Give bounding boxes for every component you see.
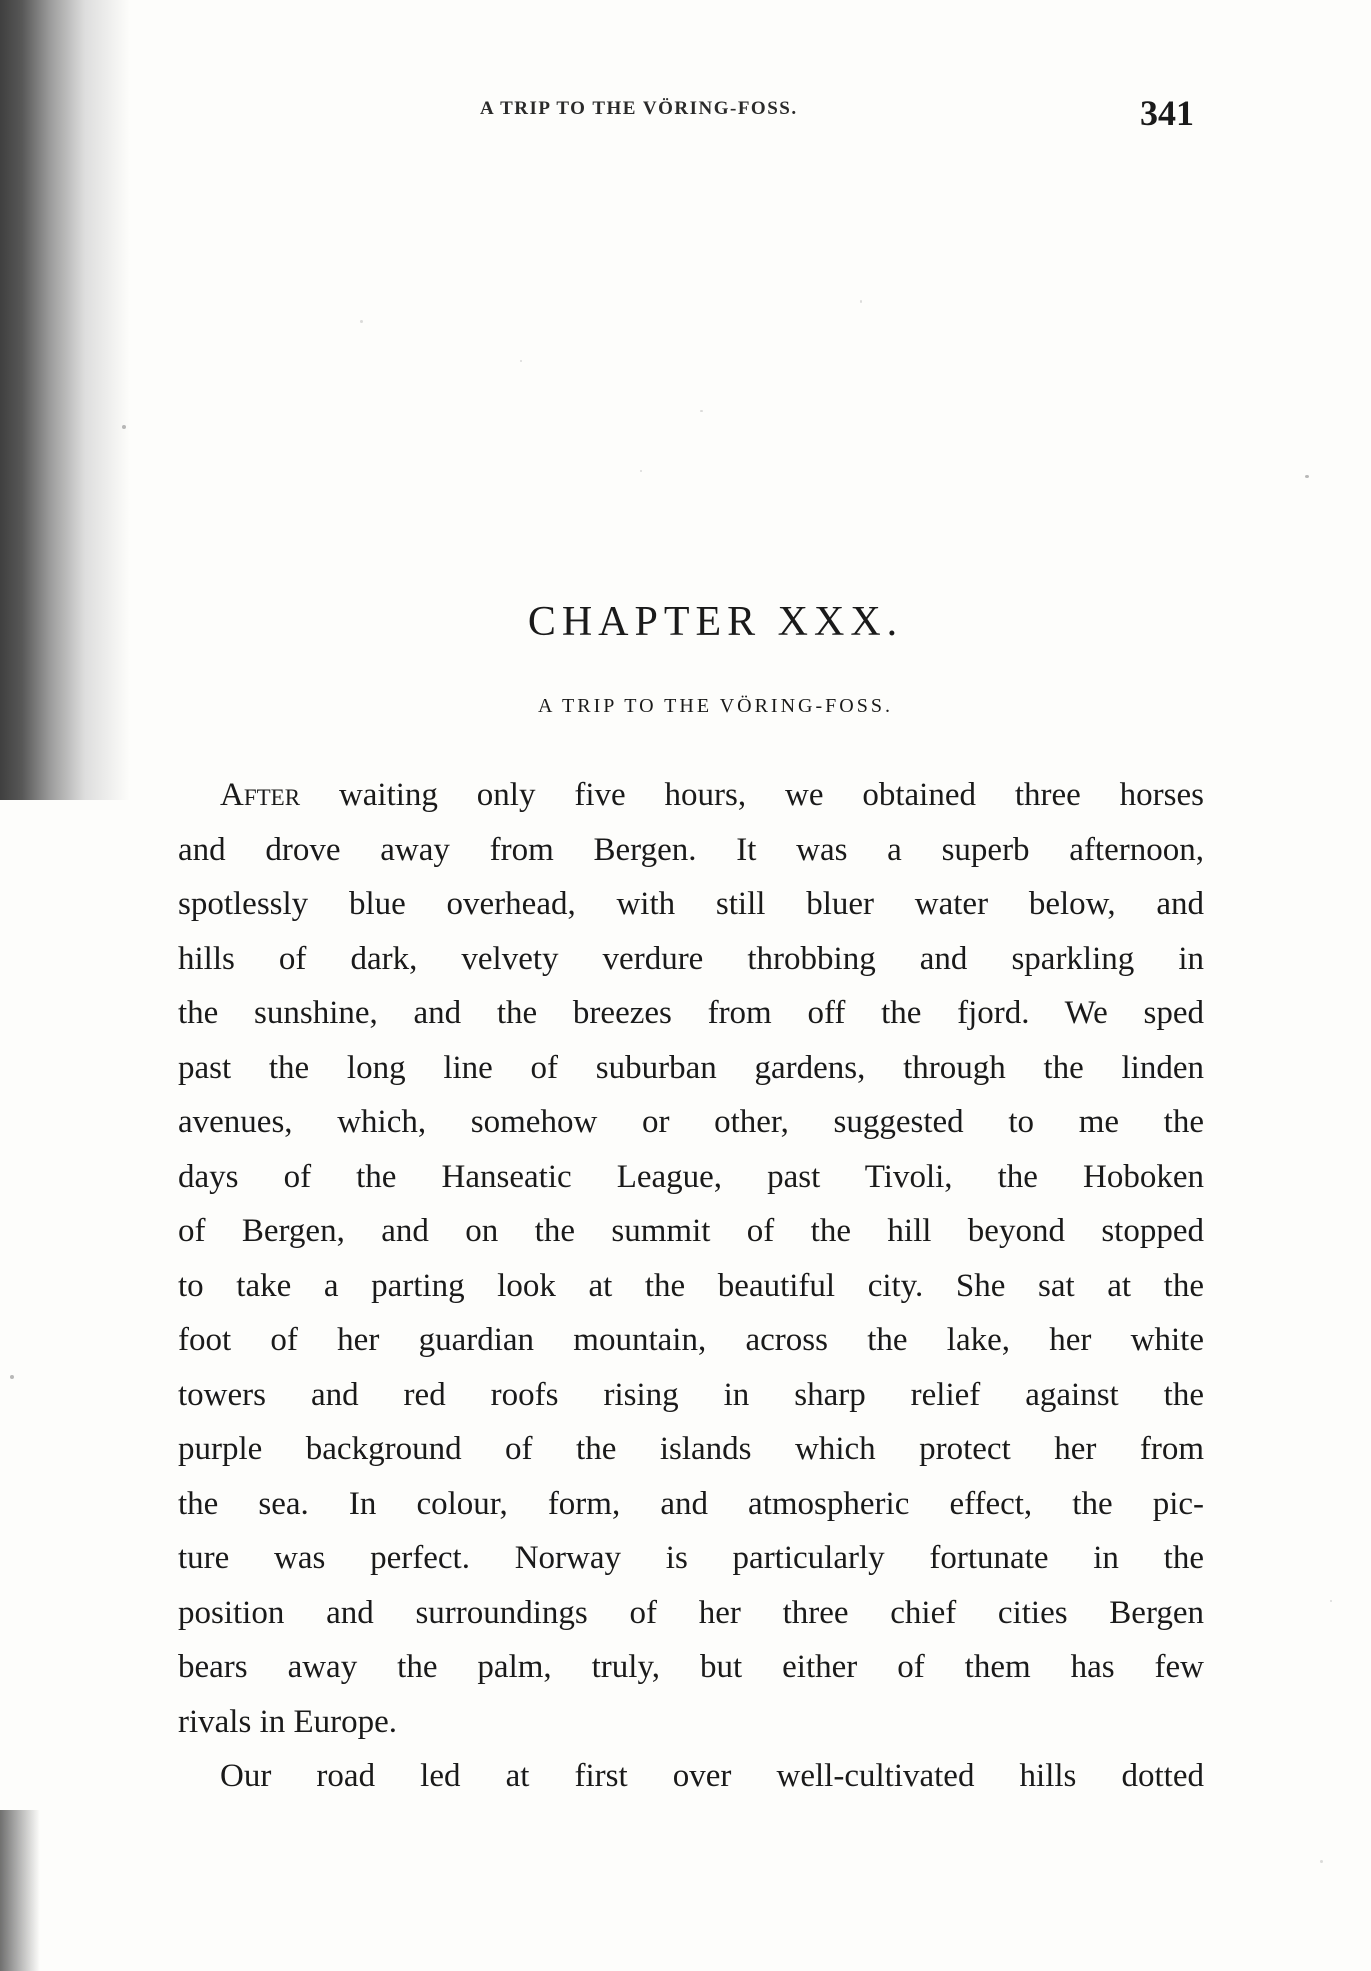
- text-line: hills of dark, velvety verdure throbbing and sparkling in: [178, 940, 1204, 977]
- speckle: [360, 320, 363, 323]
- text-line: towers and red roofs rising in sharp relief against the: [178, 1376, 1204, 1413]
- text-line: foot of her guardian mountain, across the lake, her white: [178, 1322, 1204, 1358]
- chapter-subtitle: A TRIP TO THE VÖRING-FOSS.: [538, 695, 893, 717]
- speckle: [122, 425, 126, 429]
- speckle: [1305, 475, 1309, 478]
- text-line-content: waiting only five hours, we obtained three horses: [300, 777, 1204, 813]
- opening-word: After: [220, 777, 301, 813]
- speckle: [520, 360, 522, 362]
- speckle: [10, 1375, 14, 1379]
- text-line: rivals in Europe.: [178, 1703, 398, 1740]
- text-line: to take a parting look at the beautiful city. She sat at the: [178, 1267, 1204, 1304]
- text-line: ture was perfect. Norway is particularly fortunate in the: [178, 1540, 1204, 1576]
- text-line: past the long line of suburban gardens, through the linden: [178, 1049, 1204, 1086]
- text-line: days of the Hanseatic League, past Tivoli, the Hoboken: [178, 1158, 1204, 1195]
- text-line: purple background of the islands which protect her from: [178, 1431, 1204, 1467]
- text-line: bears away the palm, truly, but either of them has few: [178, 1649, 1204, 1685]
- speckle: [1320, 1860, 1323, 1863]
- text-line: spotlessly blue overhead, with still bluer water below, and: [178, 886, 1204, 922]
- text-line: of Bergen, and on the summit of the hill beyond stopped: [178, 1213, 1204, 1249]
- text-line: [178, 768, 1204, 823]
- text-line: avenues, which, somehow or other, suggested to me the: [178, 1104, 1204, 1140]
- text-line: position and surroundings of her three chief cities Bergen: [178, 1594, 1204, 1631]
- text-line: and drove away from Bergen. It was a superb afternoon,: [178, 831, 1204, 868]
- text-line: the sunshine, and the breezes from off the fjord. We sped: [178, 995, 1204, 1031]
- running-title: A TRIP TO THE VÖRING-FOSS.: [480, 98, 798, 119]
- speckle: [1330, 1600, 1332, 1602]
- speckle: [700, 410, 703, 412]
- text-line: the sea. In colour, form, and atmospheric effect, the pic-: [178, 1485, 1204, 1522]
- gutter-shadow-bottom: [0, 1810, 40, 1971]
- body-text: [178, 768, 1204, 1804]
- running-head: [0, 92, 1371, 132]
- speckle: [860, 300, 862, 303]
- chapter-title: CHAPTER XXX.: [527, 599, 904, 645]
- text-line: Our road led at first over well-cultivated hills dotted: [220, 1758, 1204, 1794]
- page-number: 341: [1140, 93, 1194, 133]
- speckle: [640, 470, 642, 472]
